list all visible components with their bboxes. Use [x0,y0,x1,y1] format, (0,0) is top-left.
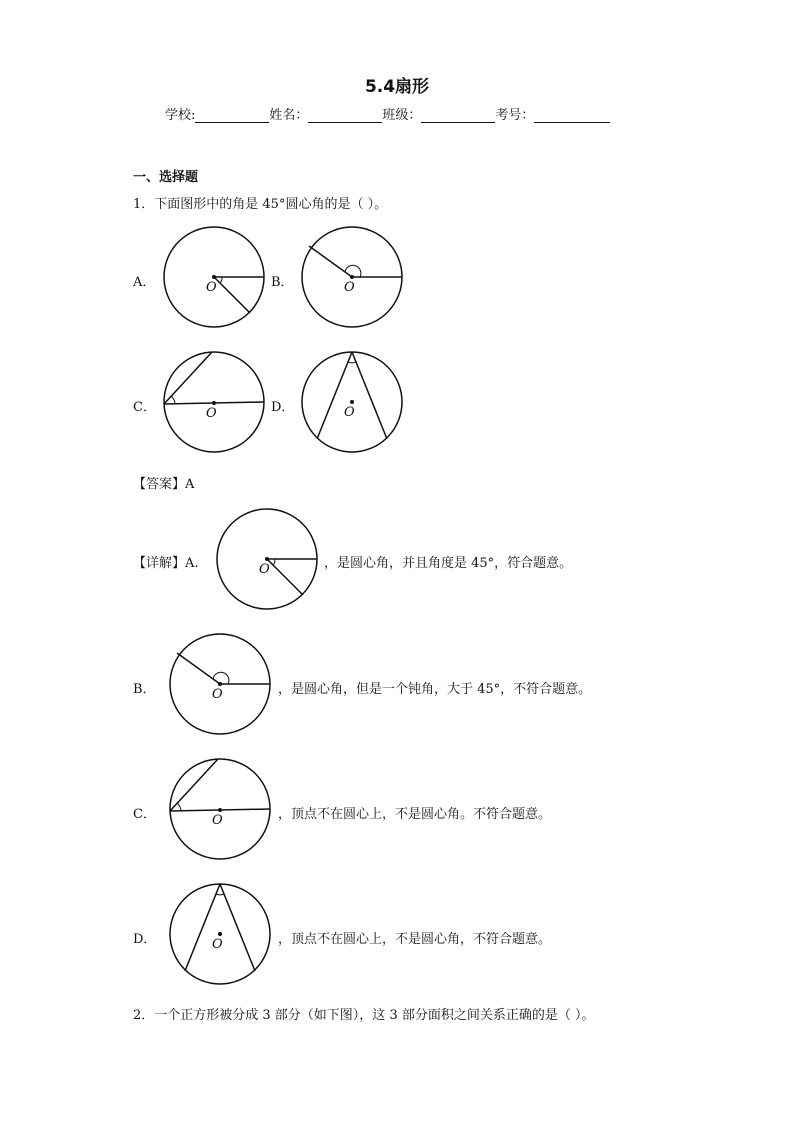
class-blank[interactable] [421,108,495,123]
option-d-figure [299,350,405,454]
answer-line: 【答案】A [133,477,195,492]
center-label: O [344,405,355,420]
option-a-figure [161,225,267,329]
detail-c-figure [167,757,273,861]
option-c-label: C． [133,400,156,415]
exam-no-blank[interactable] [534,108,610,123]
student-info-line [165,104,610,123]
school-blank[interactable] [195,108,269,123]
name-label: 姓名： [269,108,309,123]
detail-b-label: B． [133,682,156,697]
class-label: 班级： [382,108,422,123]
detail-b-text: ，是圆心角，但是一个钝角，大于 45°，不符合题意。 [278,682,592,697]
question-2-text: 2．一个正方形被分成 3 部分（如下图），这 3 部分面积之间关系正确的是（ ）。 [133,1008,595,1023]
exam-no-label: 考号： [495,108,535,123]
option-b-label: B． [271,275,294,290]
center-label: O [212,937,223,952]
center-label: O [344,280,355,295]
detail-d-label: D． [133,932,157,947]
detail-d-figure [167,882,273,986]
option-b-figure [299,225,405,329]
page-title: 5.4扇形 [364,77,430,97]
option-d-label: D． [271,400,295,415]
detail-d-text: ，顶点不在圆心上，不是圆心角，不符合题意。 [278,932,552,947]
detail-prefix: 【详解】A. [133,556,199,571]
detail-a-text: ，是圆心角，并且角度是 45°，符合题意。 [324,556,573,571]
center-label: O [206,406,217,421]
detail-b-figure [167,632,273,736]
detail-c-label: C． [133,807,156,822]
option-a-label: A． [133,275,156,290]
question-1-text: 1．下面图形中的角是 45°圆心角的是（ ）。 [133,197,388,212]
name-blank[interactable] [308,108,382,123]
detail-a-figure [214,507,320,611]
school-label: 学校: [165,108,196,123]
center-label: O [259,562,270,577]
center-label: O [212,813,223,828]
center-label: O [212,687,223,702]
detail-c-text: ，顶点不在圆心上，不是圆心角。不符合题意。 [278,807,552,822]
option-c-figure [161,350,267,454]
center-label: O [206,280,217,295]
section-heading: 一、选择题 [133,170,199,185]
